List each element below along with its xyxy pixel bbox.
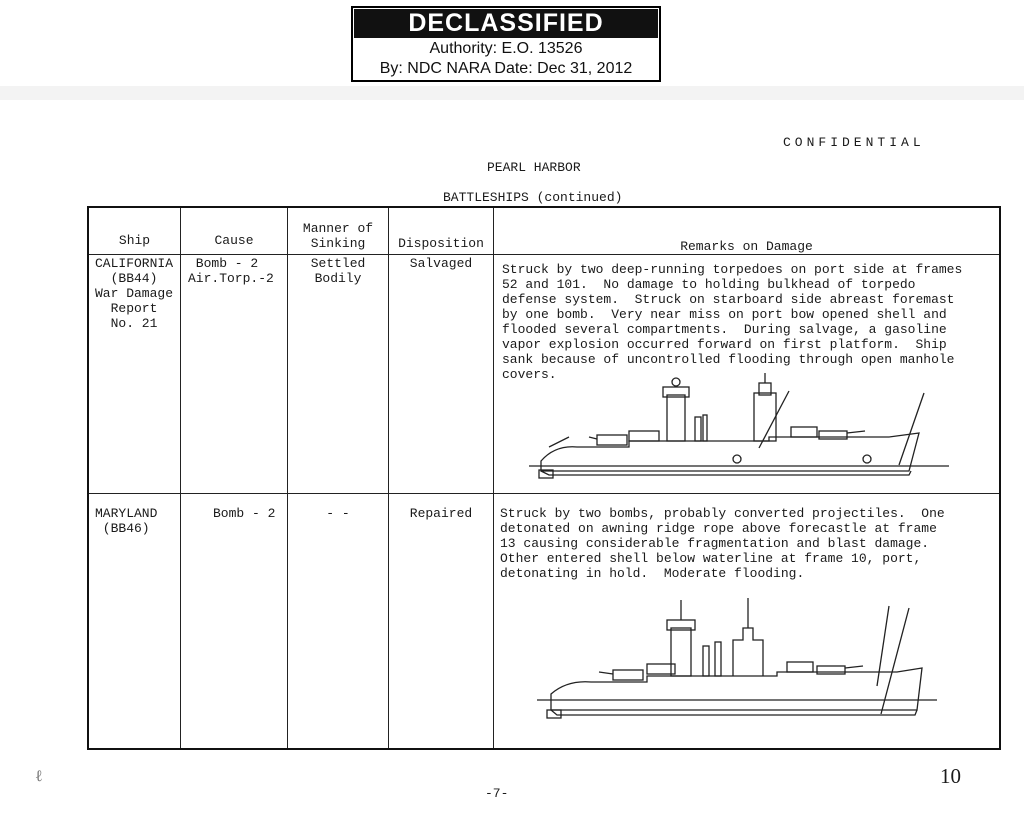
column-header-ship: Ship	[118, 233, 151, 248]
column-header-cause: Cause	[214, 233, 254, 248]
column-divider	[287, 208, 288, 748]
manner-maryland: - -	[326, 506, 350, 521]
remarks-california: Struck by two deep-running torpedoes on port side at frames 52 and 101. No damage to holding bulkhead of torpedo defense system. Struck on starboard side abreast foremast by one bomb. Very near miss on port bow opened shell and flooded several compartments. During salvage, a gasoline vapor explosion occurred forward on first platform. Ship sank because of uncontrolled flooding through open manhole covers.	[502, 262, 963, 382]
column-divider	[493, 208, 494, 748]
sheet-number: 10	[940, 764, 961, 788]
column-divider	[388, 208, 389, 748]
gun-barrel	[845, 666, 863, 668]
cause-california: Bomb - 2 Air.Torp.-2	[188, 256, 274, 286]
turret	[791, 427, 817, 437]
bomb-hit-arrow	[881, 608, 909, 714]
classification-label: CONFIDENTIAL	[783, 135, 925, 150]
funnel	[703, 646, 709, 676]
disposition-maryland: Repaired	[409, 506, 473, 521]
maryland-damage-diagram	[537, 598, 937, 728]
damage-table	[87, 206, 1001, 750]
cause-maryland: Bomb - 2	[213, 506, 276, 521]
column-header-remarks: Remarks on Damage	[680, 239, 813, 254]
torpedo-hit-marker	[733, 455, 741, 463]
column-header-disposition: Disposition	[398, 236, 484, 251]
foremast	[671, 628, 691, 676]
declassified-stamp	[351, 6, 661, 82]
column-header-manner: Manner of Sinking	[302, 221, 374, 251]
hull	[551, 668, 922, 710]
foremast	[667, 395, 685, 441]
bomb-hit-arrow	[877, 606, 889, 686]
location-heading: PEARL HARBOR	[487, 160, 581, 175]
gun-barrel	[847, 431, 865, 433]
hull	[541, 433, 919, 471]
turret	[597, 435, 627, 445]
section-heading: BATTLESHIPS (continued)	[443, 190, 623, 205]
remarks-maryland: Struck by two bombs, probably converted projectiles. One detonated on awning ridge rope above forecastle at frame 13 causing considerable fragmentation and blast damage. Other entered shell below waterline at frame 10, port, detonating in hold. Moderate flooding.	[500, 506, 945, 581]
stamp-title: DECLASSIFIED	[354, 9, 658, 38]
mainmast	[754, 393, 776, 441]
california-damage-diagram	[529, 373, 949, 493]
turret	[629, 431, 659, 441]
turret	[819, 431, 847, 439]
funnel	[703, 415, 707, 441]
stern	[547, 710, 561, 718]
margin-mark: ℓ	[35, 768, 43, 785]
gun-barrel	[599, 672, 613, 674]
funnel	[715, 642, 721, 676]
manner-california: Settled Bodily	[310, 256, 366, 286]
page-number: -7-	[485, 786, 509, 801]
turret	[787, 662, 813, 672]
foretop-cap	[672, 378, 680, 386]
ship-name-maryland: MARYLAND (BB46)	[95, 506, 158, 536]
bomb-hit-arrow	[759, 391, 789, 448]
turret	[613, 670, 643, 680]
turret	[817, 666, 845, 674]
stamp-by-line: By: NDC NARA Date: Dec 31, 2012	[379, 60, 633, 77]
scan-band	[0, 86, 1024, 100]
keel-line	[551, 710, 917, 715]
ship-name-california: CALIFORNIA (BB44) War Damage Report No. 21	[95, 256, 174, 331]
stern-rail	[549, 437, 569, 447]
column-divider	[180, 208, 181, 748]
row-divider	[89, 493, 999, 494]
torpedo-hit-marker	[863, 455, 871, 463]
bomb-hit-arrow	[899, 393, 924, 465]
disposition-california: Salvaged	[409, 256, 473, 271]
mainmast-tower	[733, 628, 763, 676]
stamp-authority: Authority: E.O. 13526	[429, 40, 583, 57]
gun-barrel	[589, 437, 597, 439]
header-divider	[89, 254, 999, 255]
funnel	[695, 417, 701, 441]
